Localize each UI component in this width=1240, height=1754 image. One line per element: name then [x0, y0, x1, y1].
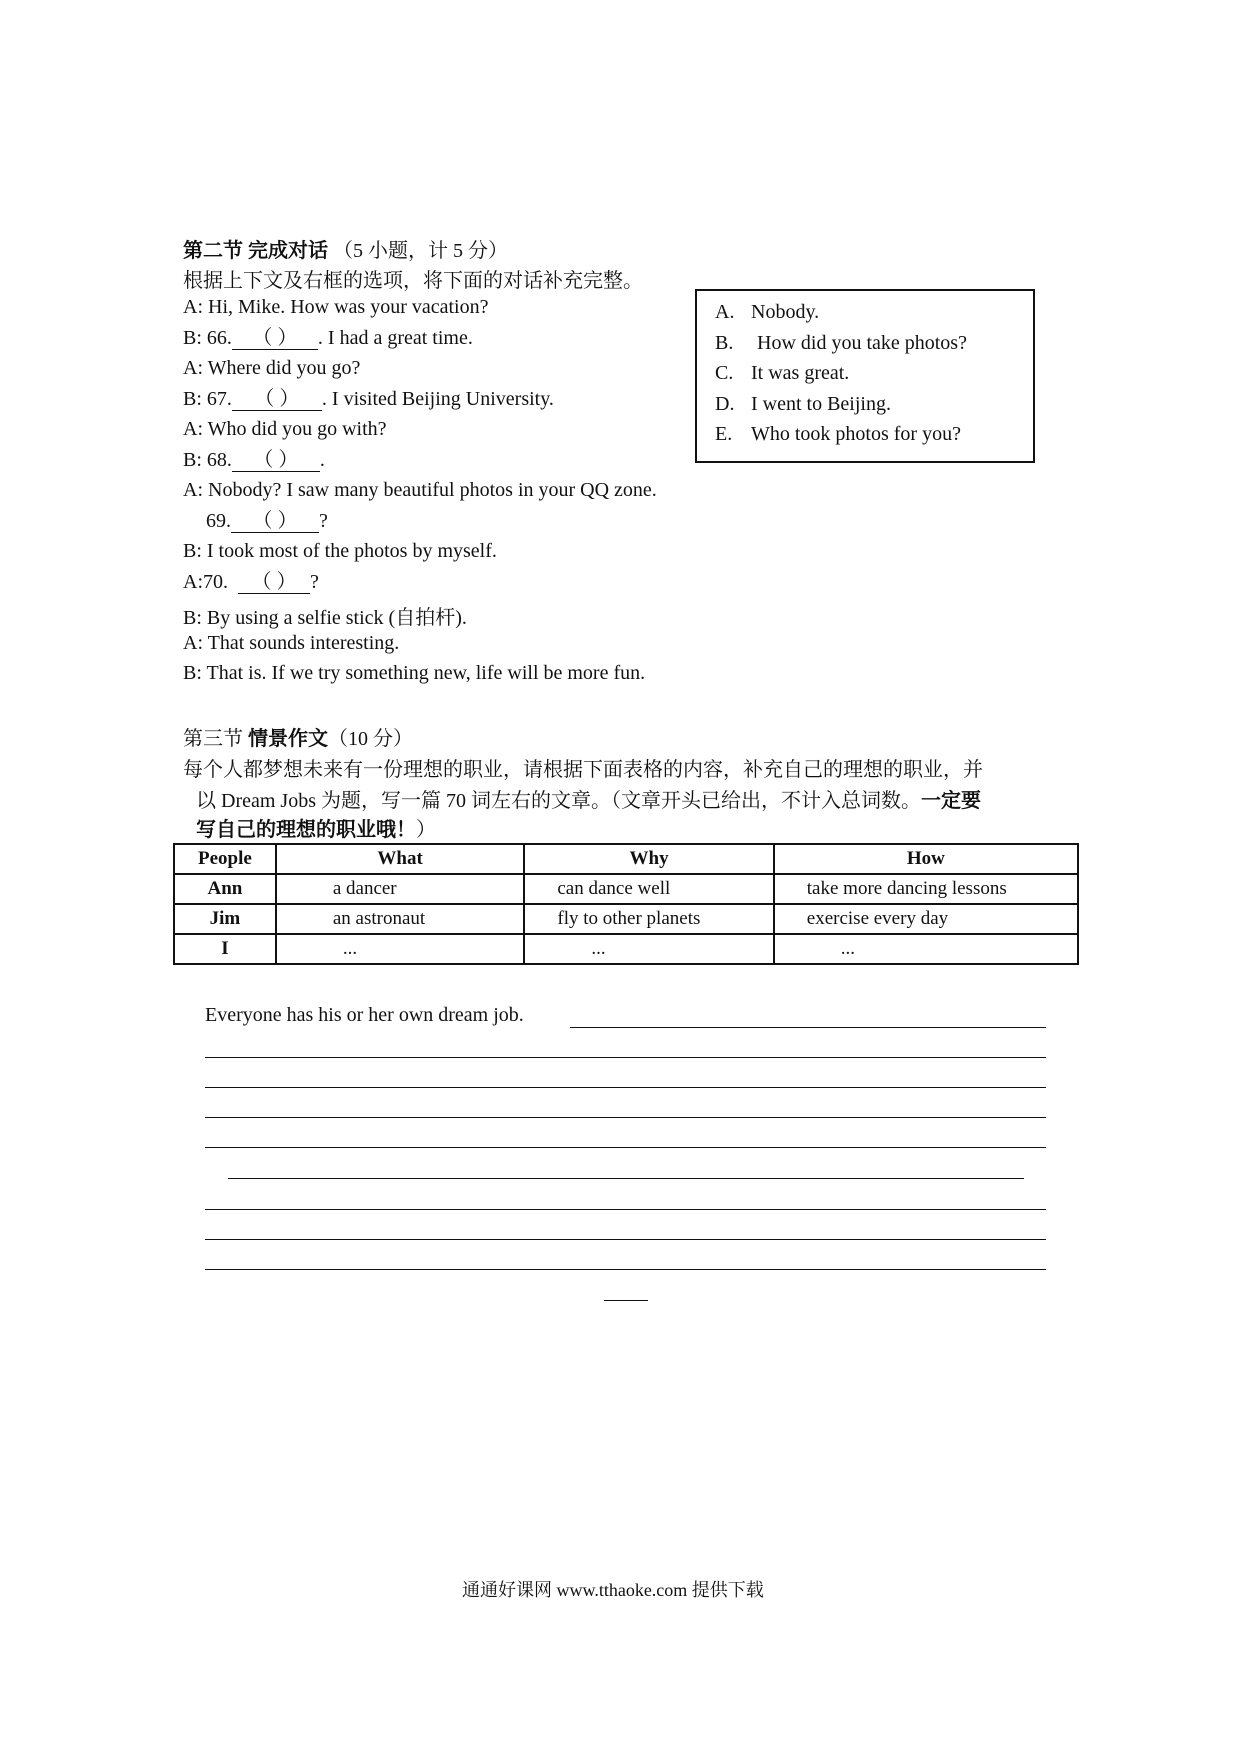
option-item	[715, 393, 891, 416]
dialogue-text: . I visited Beijing University.	[321, 388, 554, 410]
header-people: People	[174, 844, 276, 874]
dialogue-line	[183, 571, 319, 594]
option-letter: D.	[715, 392, 735, 415]
answer-blank[interactable]: （ ）	[232, 388, 322, 411]
option-text: I went to Beijing.	[751, 392, 891, 415]
cell-why: fly to other planets	[524, 904, 773, 934]
dialogue-line	[206, 510, 328, 533]
section3-instruction-line2: 以 Dream Jobs 为题，写一篇 70 词左右的文章。（文章开头已给出，不计入总词数。一定要	[196, 790, 981, 812]
dialogue-line	[183, 388, 554, 411]
writing-line[interactable]	[205, 1147, 1046, 1148]
dream-jobs-table	[173, 843, 1079, 965]
cell-people: Ann	[174, 874, 276, 904]
writing-line[interactable]	[205, 1057, 1046, 1058]
header-why: Why	[524, 844, 773, 874]
section2-heading: 第二节 完成对话 （5 小题，计 5 分）	[183, 240, 508, 262]
dialogue-line: A: Nobody? I saw many beautiful photos in your QQ zone.	[183, 479, 657, 501]
header-what: What	[276, 844, 525, 874]
question-number: A:70.	[183, 571, 228, 593]
section3-heading: 第三节 情景作文（10 分）	[183, 728, 413, 750]
option-letter: E.	[715, 423, 733, 445]
answer-blank[interactable]: （ ）	[231, 510, 319, 533]
option-item	[715, 362, 849, 385]
cell-how: take more dancing lessons	[774, 874, 1078, 904]
option-text: Nobody.	[751, 301, 820, 323]
answer-blank[interactable]: （ ）	[232, 449, 320, 472]
writing-line[interactable]	[228, 1178, 1024, 1179]
cell-what: an astronaut	[276, 904, 525, 934]
dialogue-line	[183, 327, 473, 350]
question-number: 69.	[206, 510, 231, 532]
footer-text: 通通好课网 www.tthaoke.com 提供下载	[462, 1580, 764, 1600]
options-box	[695, 289, 1035, 463]
dialogue-text: ?	[319, 510, 328, 532]
writing-line[interactable]	[205, 1117, 1046, 1118]
cell-why: ...	[524, 934, 773, 964]
question-number: B: 67.	[183, 388, 232, 410]
table-header-row	[174, 844, 1078, 874]
cell-people: I	[174, 934, 276, 964]
table-row	[174, 934, 1078, 964]
option-item	[715, 423, 961, 446]
dialogue-text: .	[319, 449, 325, 471]
cell-how: ...	[774, 934, 1078, 964]
answer-blank[interactable]: （ ）	[238, 571, 310, 594]
dialogue-line: A: That sounds interesting.	[183, 632, 400, 654]
dialogue-line: B: By using a selfie stick (自拍杆).	[183, 607, 467, 629]
option-item	[715, 301, 819, 324]
option-text: How did you take photos?	[757, 331, 967, 354]
header-how: How	[774, 844, 1078, 874]
dialogue-line: A: Who did you go with?	[183, 418, 387, 440]
section3-instruction-line1: 每个人都梦想未来有一份理想的职业，请根据下面表格的内容，补充自己的理想的职业，并	[183, 759, 983, 781]
section3-instruction-line3: 写自己的理想的职业哦！）	[196, 819, 436, 841]
writing-line[interactable]	[205, 1269, 1046, 1270]
dialogue-text: ?	[310, 571, 319, 593]
dialogue-line: B: I took most of the photos by myself.	[183, 540, 497, 562]
writing-line[interactable]	[205, 1087, 1046, 1088]
table-row	[174, 904, 1078, 934]
dialogue-line: A: Hi, Mike. How was your vacation?	[183, 296, 489, 318]
question-number: B: 68.	[183, 449, 232, 471]
option-letter: C.	[715, 362, 734, 384]
option-letter: A.	[715, 301, 735, 323]
dialogue-text: . I had a great time.	[317, 327, 473, 349]
answer-blank[interactable]: （ ）	[232, 327, 318, 350]
section2-instruction: 根据上下文及右框的选项，将下面的对话补充完整。	[183, 270, 643, 292]
writing-line[interactable]	[205, 1239, 1046, 1240]
option-letter: B.	[715, 331, 734, 354]
cell-why: can dance well	[524, 874, 773, 904]
cell-what: a dancer	[276, 874, 525, 904]
option-text: It was great.	[751, 362, 850, 384]
dialogue-line: A: Where did you go?	[183, 357, 361, 379]
option-item	[715, 332, 967, 355]
essay-start: Everyone has his or her own dream job.	[205, 1004, 524, 1026]
question-number: B: 66.	[183, 327, 232, 349]
option-text: Who took photos for you?	[751, 423, 961, 445]
dialogue-line	[183, 449, 325, 472]
writing-line[interactable]	[205, 1209, 1046, 1210]
writing-line[interactable]	[570, 1027, 1046, 1028]
short-rule	[604, 1300, 648, 1301]
cell-how: exercise every day	[774, 904, 1078, 934]
table-row	[174, 874, 1078, 904]
cell-what: ...	[276, 934, 525, 964]
dialogue-line: B: That is. If we try something new, life will be more fun.	[183, 662, 646, 684]
cell-people: Jim	[174, 904, 276, 934]
